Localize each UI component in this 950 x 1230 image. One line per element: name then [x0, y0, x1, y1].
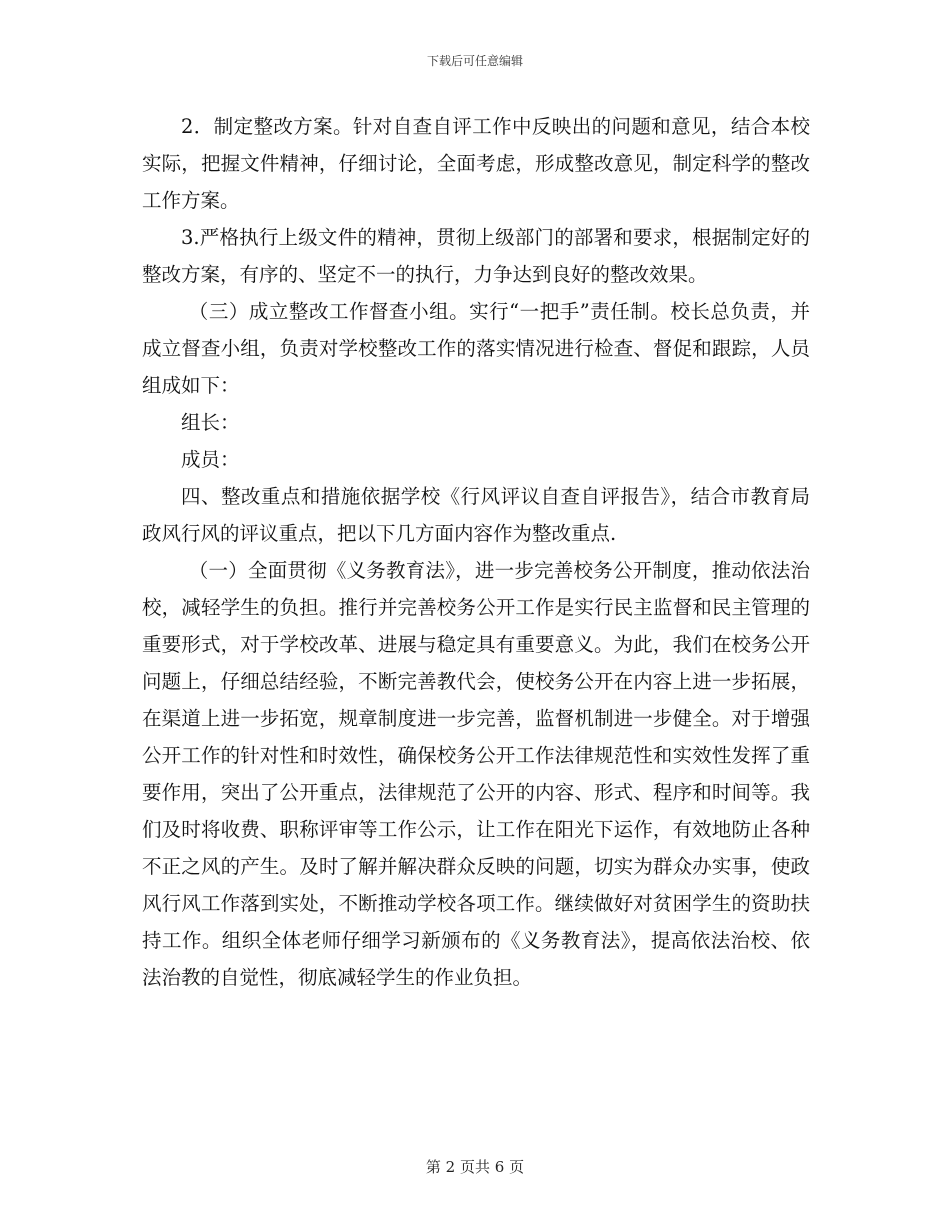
paragraph-plan: 2．制定整改方案。针对自查自评工作中反映出的问题和意见，结合本校实际，把握文件精神，仔细讨论，全面考虑，形成整改意见，制定科学的整改工作方案。 — [142, 115, 810, 212]
paragraph-execute: 3.严格执行上级文件的精神，贯彻上级部门的部署和要求，根据制定好的整改方案，有序的、坚定不一的执行，力争达到良好的整改效果。 — [142, 226, 810, 286]
paragraph-education-law: （一）全面贯彻《义务教育法》，进一步完善校务公开制度，推动依法治校，减轻学生的负担。推行并完善校务公开工作是实行民主监督和民主管理的重要形式，对于学校改革、进展与稳定具有重要意义。为此，我们在校务公开问题上，仔细总结经验，不断完善教代会，使校务公开在内容上进一步拓展，在渠道上进一步拓宽，规章制度进一步完善，监督机制进一步健全。对于增强公开工作的针对性和时效性，确保校务公开工作法律规范性和实效性发挥了重要作用，突出了公开重点，法律规范了公开的内容、形式、程序和时间等。我们及时将收费、职称评审等工作公示，让工作在阳光下运作，有效地防止各种不正之风的产生。及时了解并解决群众反映的问题，切实为群众办实事，使政风行风工作落到实处，不断推动学校各项工作。继续做好对贫困学生的资助扶持工作。组织全体老师仔细学习新颁布的《义务教育法》，提高依法治校、依法治教的自觉性，彻底减轻学生的作业负担。 — [142, 559, 810, 989]
paragraph-members: 成员： — [181, 448, 240, 471]
paragraph-supervision-group: （三）成立整改工作督查小组。实行“一把手”责任制。校长总负责，并成立督查小组，负责对学校整改工作的落实情况进行检查、督促和跟踪，人员组成如下： — [142, 300, 810, 397]
paragraph-leader: 组长： — [181, 411, 240, 434]
paragraph-focus: 四、整改重点和措施依据学校《行风评议自查自评报告》，结合市教育局政风行风的评议重点，把以下几方面内容作为整改重点. — [142, 485, 810, 545]
page-header: 下载后可任意编辑 — [426, 54, 523, 68]
document-body — [142, 108, 810, 996]
page-number: 第 2 页共 6 页 — [425, 1158, 525, 1176]
